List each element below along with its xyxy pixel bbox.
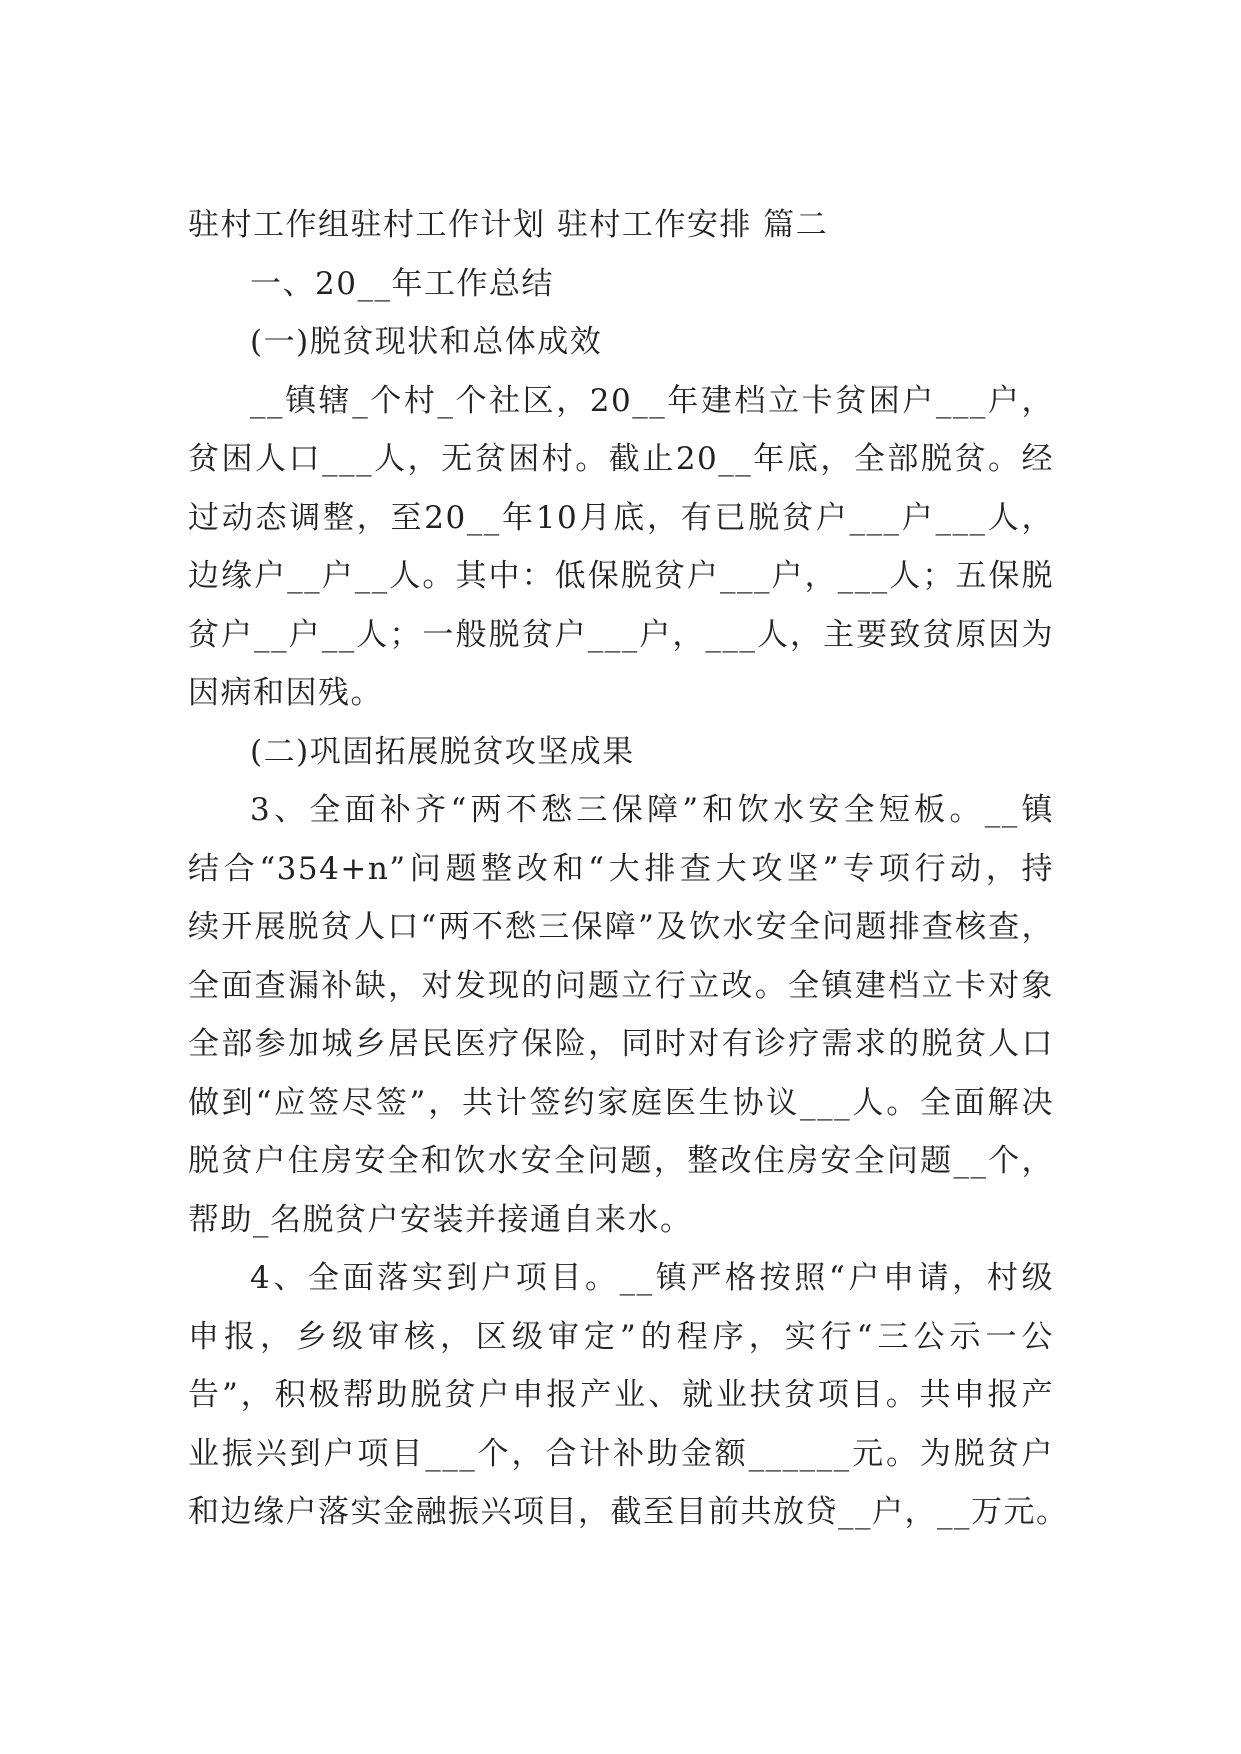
text-line: __镇辖_个村_个社区，20__年建档立卡贫困户___户， [250, 382, 1054, 419]
text-line: 业振兴到户项目___个，合计补助金额______元。为脱贫户 [188, 1435, 1054, 1472]
text-line: 贫困人口___人，无贫困村。截止20__年底，全部脱贫。经 [188, 441, 1054, 477]
text-line: 3、全面补齐“两不愁三保障”和饮水安全短板。__镇 [250, 792, 1054, 828]
text-line: 4、全面落实到户项目。__镇严格按照“户申请，村级 [250, 1260, 1054, 1296]
text-line: (二)巩固拓展脱贫攻坚成果 [250, 733, 635, 770]
document-page [188, 196, 1069, 1542]
text-line: 贫户__户__人；一般脱贫户___户，___人，主要致贫原因为 [188, 616, 1054, 653]
text-line: 一、20__年工作总结 [250, 265, 554, 302]
text-line: 结合“354+n”问题整改和“大排查大攻坚”专项行动，持 [188, 850, 1054, 887]
text-line: 因病和因残。 [188, 675, 383, 711]
text-line: (一)脱贫现状和总体成效 [250, 324, 603, 360]
document-title: 驻村工作组驻村工作计划 驻村工作安排 篇二 [188, 207, 829, 243]
text-line: 告”，积极帮助脱贫户申报产业、就业扶贫项目。共申报产 [188, 1377, 1054, 1413]
text-line: 做到“应签尽签”，共计签约家庭医生协议___人。全面解决 [188, 1084, 1054, 1121]
text-line: 全面查漏补缺，对发现的问题立行立改。全镇建档立卡对象 [188, 967, 1054, 1004]
text-line: 申报，乡级审核，区级审定”的程序，实行“三公示一公 [188, 1318, 1054, 1355]
text-line: 全部参加城乡居民医疗保险，同时对有诊疗需求的脱贫人口 [188, 1026, 1054, 1062]
text-line: 过动态调整，至20__年10月底，有已脱贫户___户___人， [188, 499, 1054, 536]
text-line: 边缘户__户__人。其中：低保脱贫户___户，___人；五保脱 [188, 558, 1054, 594]
text-line: 帮助_名脱贫户安装并接通自来水。 [188, 1201, 693, 1238]
text-line: 和边缘户落实金融振兴项目，截至目前共放贷__户，__万元。 [188, 1494, 1069, 1530]
text-line: 脱贫户住房安全和饮水安全问题，整改住房安全问题__个， [188, 1143, 1054, 1179]
document-body [188, 255, 1069, 1542]
text-line: 续开展脱贫人口“两不愁三保障”及饮水安全问题排查核查， [188, 909, 1054, 945]
